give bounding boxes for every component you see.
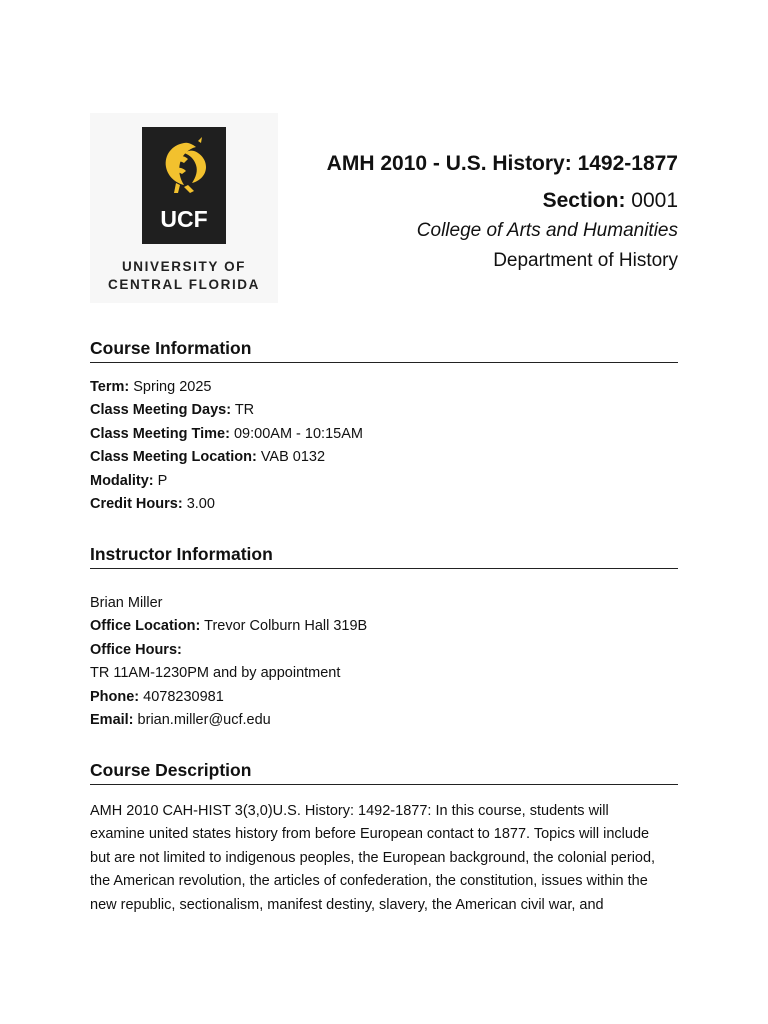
course-info-row-days xyxy=(90,399,678,422)
course-info-label: Class Meeting Days: xyxy=(90,402,232,419)
course-information-list xyxy=(90,376,678,516)
instructor-name: Brian Miller xyxy=(90,595,163,611)
instructor-phone xyxy=(90,686,678,709)
course-info-value: 3.00 xyxy=(186,496,215,513)
logo-university-line: UNIVERSITY OF xyxy=(121,259,247,274)
instructor-office-hours-label xyxy=(90,639,678,662)
course-info-row-modality xyxy=(90,470,678,493)
course-info-value: P xyxy=(157,472,168,489)
course-description-heading: Course Description xyxy=(90,759,678,785)
course-information-heading: Course Information xyxy=(90,337,678,363)
department-name: Department of History xyxy=(493,250,678,271)
phone-value: 4078230981 xyxy=(143,688,224,705)
logo-central-florida-line: CENTRAL FLORIDA xyxy=(108,277,260,292)
course-info-value: 09:00AM - 10:15AM xyxy=(233,425,363,442)
description-line: the American revolution, the articles of confederation, the constitution, issues within the xyxy=(90,873,648,890)
course-info-row-credit-hours xyxy=(90,493,678,516)
pegasus-icon xyxy=(154,137,214,203)
ucf-logo xyxy=(90,113,278,303)
ucf-logo-mark xyxy=(142,127,226,244)
section-value: 0001 xyxy=(631,189,678,212)
instructor-information-list xyxy=(90,592,678,732)
email-value: brian.miller@ucf.edu xyxy=(137,712,271,729)
description-line: AMH 2010 CAH-HIST 3(3,0)U.S. History: 1492-1877: In this course, students will xyxy=(90,803,609,819)
course-info-value: Spring 2025 xyxy=(133,379,212,395)
office-hours-label: Office Hours: xyxy=(90,641,182,658)
instructor-office-hours: TR 11AM-1230PM and by appointment xyxy=(90,665,341,682)
ucf-logo-text: UCF xyxy=(160,206,208,232)
description-line: but are not limited to indigenous peoples, the European background, the colonial period, xyxy=(90,849,656,866)
course-description-text xyxy=(90,800,678,917)
instructor-information-heading: Instructor Information xyxy=(90,543,678,569)
section-line xyxy=(258,186,678,216)
course-info-value: VAB 0132 xyxy=(260,449,326,466)
description-line: new republic, sectionalism, manifest destiny, slavery, the American civil war, and xyxy=(90,896,604,913)
course-info-label: Class Meeting Location: xyxy=(90,449,257,466)
office-location-label: Office Location: xyxy=(90,618,201,635)
syllabus-header xyxy=(258,150,678,276)
course-info-row-location xyxy=(90,446,678,469)
college-name: College of Arts and Humanities xyxy=(416,220,678,241)
course-info-label: Modality: xyxy=(90,472,154,489)
course-info-label: Class Meeting Time: xyxy=(90,425,230,442)
course-info-row-term xyxy=(90,376,678,399)
email-label: Email: xyxy=(90,712,134,729)
instructor-email xyxy=(90,709,678,732)
instructor-office-location xyxy=(90,615,678,638)
course-info-label: Credit Hours: xyxy=(90,496,183,513)
course-info-value: TR xyxy=(234,402,255,419)
office-location-value: Trevor Colburn Hall 319B xyxy=(204,618,368,635)
course-info-row-time xyxy=(90,423,678,446)
phone-label: Phone: xyxy=(90,688,140,705)
course-info-label: Term: xyxy=(90,379,130,395)
section-label: Section: xyxy=(542,189,626,212)
description-line: examine united states history from before European contact to 1877. Topics will include xyxy=(90,826,650,843)
course-title: AMH 2010 - U.S. History: 1492-1877 xyxy=(326,152,678,175)
